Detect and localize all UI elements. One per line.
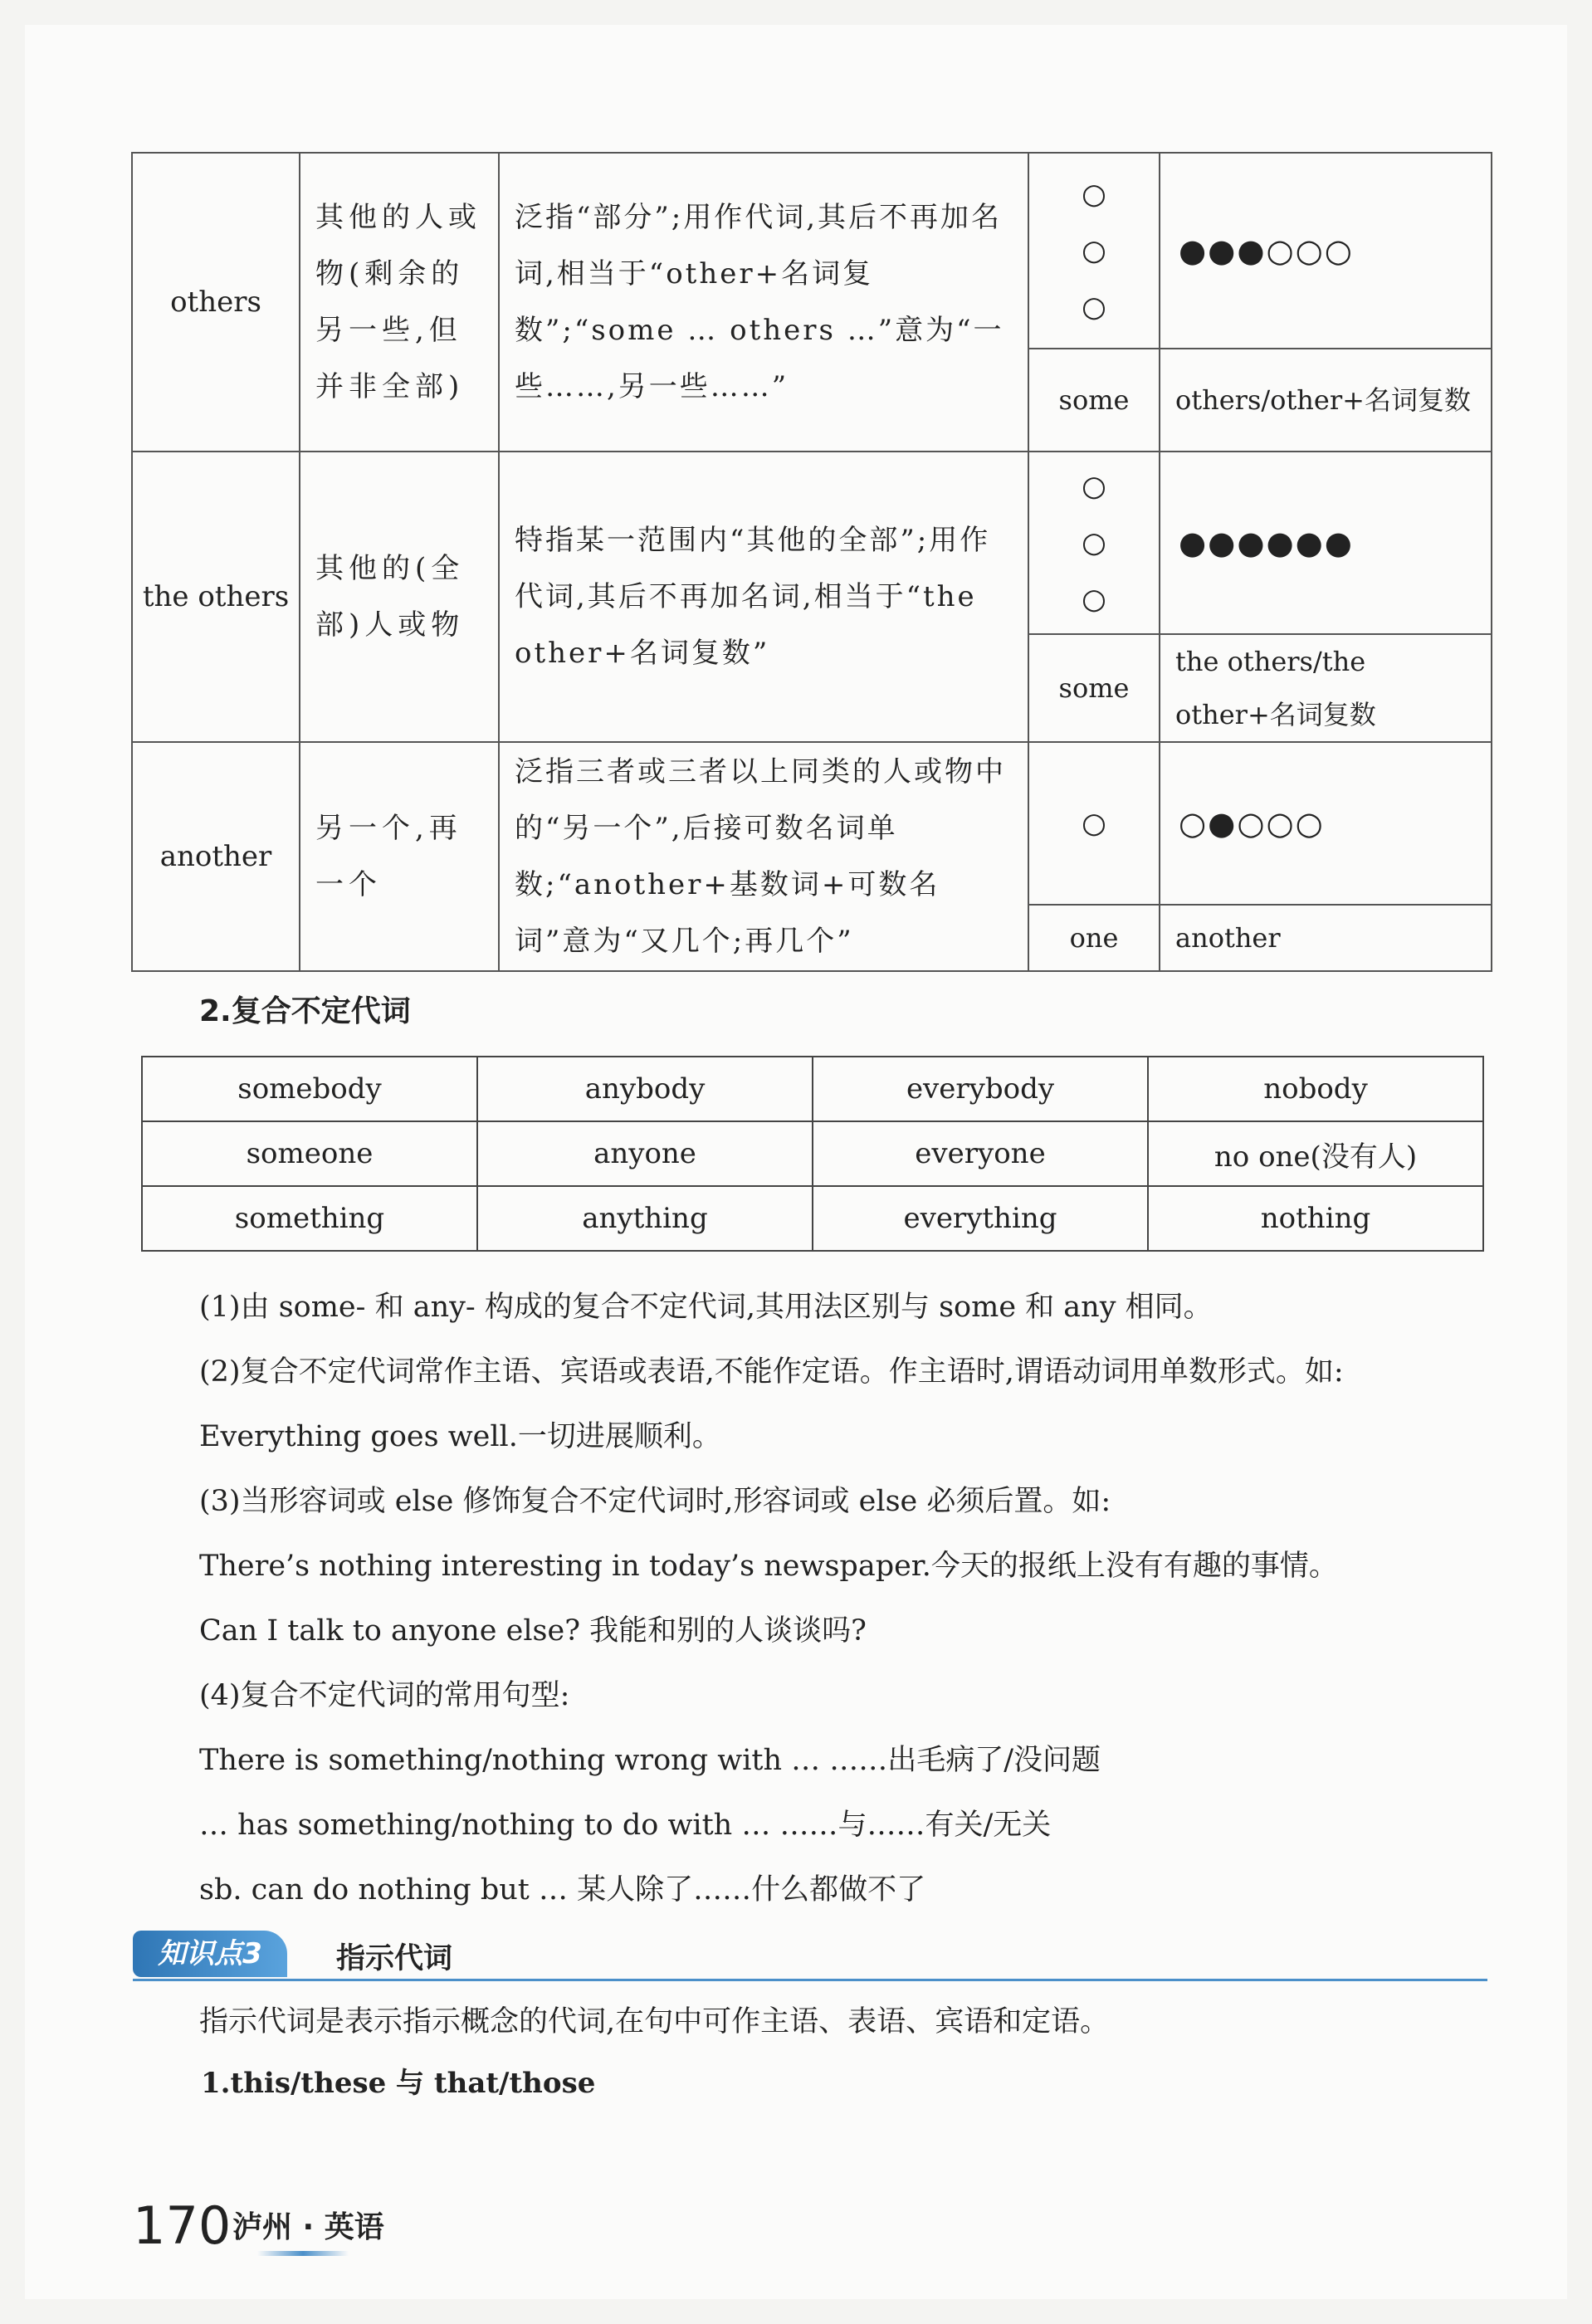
meaning-the-others: 其他的(全部)人或物 [300,452,499,742]
circle-group [1028,153,1160,349]
circle-icon: ○ [1082,178,1106,211]
circle-group [1028,452,1160,634]
table-cell: everyone [813,1121,1148,1186]
circle-icon: ○ [1082,583,1106,616]
usage-another: 泛指三者或三者以上同类的人或物中的“另一个”,后接可数名词单数;“another+基数词+可数名词”意为“又几个;再几个” [499,742,1028,971]
circle-icon: ○ [1082,290,1106,324]
word-others: others [132,153,300,452]
knowledge-point-title: 指示代词 [336,1942,453,1975]
table-cell: anything [477,1186,813,1251]
circle-icon: ○ [1082,807,1106,840]
knowledge-point-header [133,1931,1487,1981]
section-heading: 2.复合不定代词 [199,994,411,1028]
text-line: (4)复合不定代词的常用句型: [199,1679,570,1712]
meaning-another: 另一个,再一个 [300,742,499,971]
table-cell: nobody [1148,1057,1483,1121]
circle-group [1028,742,1160,905]
text-line: (1)由 some- 和 any- 构成的复合不定代词,其用法区别与 some 和 any 相同。 [199,1291,1213,1324]
text-line: sb. can do nothing but … 某人除了……什么都做不了 [199,1873,926,1907]
dot-diagram: ○●○○○ [1160,742,1492,905]
dot-diagram: ●●●●●● [1160,452,1492,634]
footer-decoration [257,2251,349,2256]
table-cell: nothing [1148,1186,1483,1251]
text-line: Can I talk to anyone else? 我能和别的人谈谈吗? [199,1614,867,1648]
table-cell: anybody [477,1057,813,1121]
usage-the-others: 特指某一范围内“其他的全部”;用作代词,其后不再加名词,相当于“the other+名词复数” [499,452,1028,742]
text-line: Everything goes well.一切进展顺利。 [199,1420,721,1453]
table-cell: anyone [477,1121,813,1186]
table-cell: something [142,1186,477,1251]
page-number: 170 [133,2195,232,2256]
ref-right: another [1160,905,1492,971]
knowledge-point-tag: 知识点3 [133,1931,287,1977]
table-cell: somebody [142,1057,477,1121]
knowledge-point-intro: 指示代词是表示指示概念的代词,在句中可作主语、表语、宾语和定语。 [199,2005,1110,2038]
table-cell: everybody [813,1057,1148,1121]
table-row [142,1057,1483,1121]
dot-diagram: ●●●○○○ [1160,153,1492,349]
text-line: There’s nothing interesting in today’s newspaper.今天的报纸上没有有趣的事情。 [199,1550,1338,1583]
table-cell: everything [813,1186,1148,1251]
table-cell: someone [142,1121,477,1186]
text-line: … has something/nothing to do with … ……与……有关/无关 [199,1809,1052,1842]
subheading: 1.this/these 与 that/those [201,2067,596,2100]
circle-icon: ○ [1082,234,1106,267]
usage-others: 泛指“部分”;用作代词,其后不再加名词,相当于“other+名词复数”;“some … others …”意为“一些……,另一些……” [499,153,1028,452]
compound-pronoun-table [141,1056,1484,1252]
table-row [142,1186,1483,1251]
text-line: (3)当形容词或 else 修饰复合不定代词时,形容词或 else 必须后置。如: [199,1485,1111,1518]
word-another: another [132,742,300,971]
ref-right: the others/the other+名词复数 [1160,634,1492,742]
table-row [142,1121,1483,1186]
circle-icon: ○ [1082,470,1106,503]
circle-icon: ○ [1082,526,1106,559]
other-pronoun-table [131,152,1492,972]
text-line: (2)复合不定代词常作主语、宾语或表语,不能作定语。作主语时,谓语动词用单数形式。如: [199,1355,1344,1389]
footer-label: 泸州 · 英语 [232,2210,384,2244]
table-cell: no one(没有人) [1148,1121,1483,1186]
ref-left: one [1028,905,1160,971]
ref-right: others/other+名词复数 [1160,349,1492,452]
ref-left: some [1028,634,1160,742]
text-line: There is something/nothing wrong with … ……出毛病了/没问题 [199,1744,1101,1777]
meaning-others: 其他的人或物(剩余的另一些,但并非全部) [300,153,499,452]
ref-left: some [1028,349,1160,452]
word-the-others: the others [132,452,300,742]
